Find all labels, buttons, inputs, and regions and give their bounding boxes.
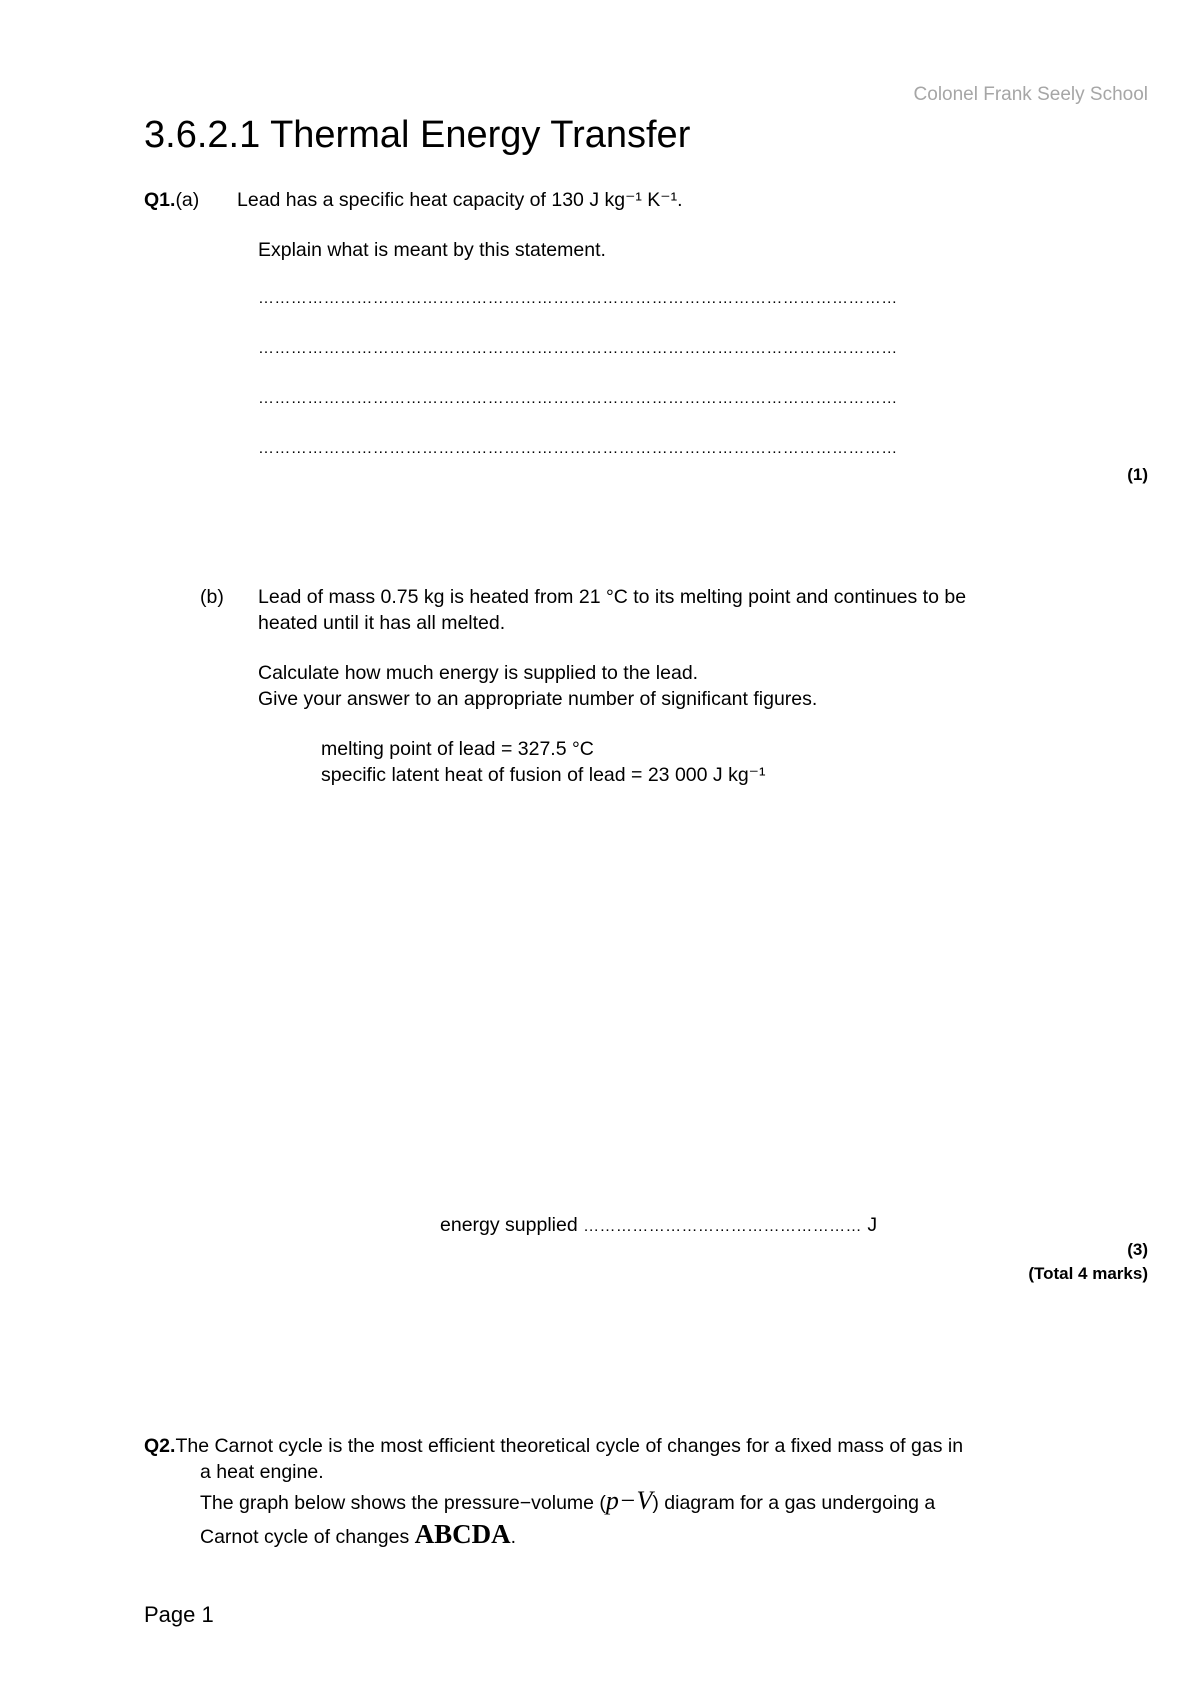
q2-line-2: a heat engine. [200, 1461, 324, 1483]
q2-number: Q2. [144, 1435, 176, 1457]
q2-pv-symbol: p−V [605, 1486, 653, 1515]
q1a-label: (a) [175, 189, 200, 211]
q1b-prompt-line-1: Calculate how much energy is supplied to the lead. [258, 662, 699, 684]
q1b-statement-line-2: heated until it has all melted. [258, 612, 506, 634]
q1a-statement: Lead has a specific heat capacity of 130 J kg⁻¹ K⁻¹. [237, 189, 683, 211]
q1b-marks: (3) [1127, 1240, 1148, 1259]
q1a-prompt: Explain what is meant by this statement. [258, 239, 606, 261]
q1a-answer-line-3[interactable]: ……………………………………………………………………………………………………… [258, 390, 898, 407]
q2-line-4-post: . [510, 1526, 517, 1548]
q2-cycle-label: ABCDA [414, 1519, 511, 1549]
page-number: Page 1 [144, 1602, 214, 1627]
q2-line-3 [200, 1488, 935, 1516]
q2-line-4 [200, 1521, 516, 1550]
q1b-data-melting-point: melting point of lead = 327.5 °C [321, 738, 594, 760]
q2-line-4-pre: Carnot cycle of changes [200, 1526, 415, 1548]
q1a-answer-line-2[interactable]: ……………………………………………………………………………………………………… [258, 340, 898, 357]
q1b-answer-row [440, 1212, 877, 1240]
q1-total-marks: (Total 4 marks) [1028, 1264, 1148, 1283]
q1b-label: (b) [200, 586, 224, 608]
q1a-answer-line-1[interactable]: ……………………………………………………………………………………………………… [258, 290, 898, 307]
q2-line-1 [144, 1433, 963, 1459]
q1b-statement-line-1: Lead of mass 0.75 kg is heated from 21 °C to its melting point and continues to be [258, 586, 967, 608]
q1-label-line [144, 187, 199, 213]
q1b-answer-unit: J [867, 1214, 878, 1236]
q1b-prompt-line-2: Give your answer to an appropriate number of significant figures. [258, 688, 818, 710]
q1b-data-latent-heat: specific latent heat of fusion of lead = 23 000 J kg⁻¹ [321, 764, 766, 786]
q1b-answer-field[interactable]: …………………………………………… [583, 1218, 862, 1235]
q2-line-3-post: ) diagram for a gas undergoing a [652, 1492, 936, 1514]
q2-intro-text: The Carnot cycle is the most efficient theoretical cycle of changes for a fixed mass of gas in [175, 1435, 964, 1457]
q1b-answer-label: energy supplied [440, 1214, 578, 1236]
school-header: Colonel Frank Seely School [913, 84, 1148, 105]
q2-line-3-pre: The graph below shows the pressure−volume ( [200, 1492, 606, 1514]
q1a-answer-line-4[interactable]: ……………………………………………………………………………………………………… [258, 440, 898, 457]
q1-number: Q1. [144, 189, 176, 211]
page-title: 3.6.2.1 Thermal Energy Transfer [144, 114, 691, 156]
q1a-marks: (1) [1127, 465, 1148, 484]
